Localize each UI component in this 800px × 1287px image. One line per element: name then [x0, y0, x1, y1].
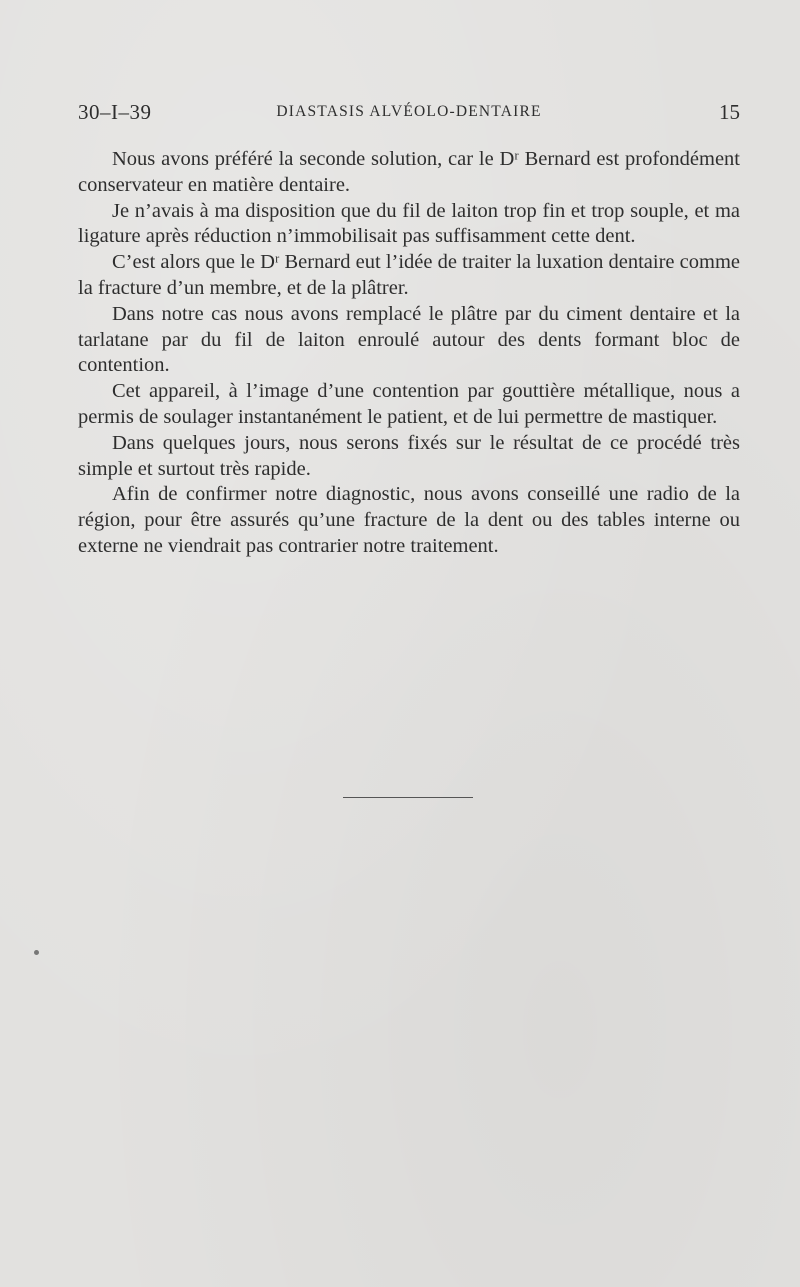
running-header	[78, 100, 740, 126]
body-text	[78, 147, 740, 560]
paragraph: Je n’avais à ma disposition que du fil de laiton trop fin et trop souple, et ma ligature après réduction n’immobilisait pas suffisamment cette dent.	[78, 199, 740, 248]
paragraph: Cet appareil, à l’image d’une contention par gouttière métallique, nous a permis de soulager instantanément le patient, et de lui permettre de mastiquer.	[78, 380, 740, 428]
paragraph: C’est alors que le Dʳ Bernard eut l’idée de traiter la luxation dentaire comme la fracture d’un membre, et de la plâtrer.	[78, 251, 740, 299]
paper-speck	[34, 950, 39, 955]
page-number: 15	[719, 100, 740, 124]
paragraph: Dans quelques jours, nous serons fixés sur le résultat de ce procédé très simple et surtout très rapide.	[78, 431, 740, 480]
header-date: 30–I–39	[78, 100, 152, 124]
end-rule	[343, 797, 473, 798]
paragraph: Afin de confirmer notre diagnostic, nous avons conseillé une radio de la région, pour être assurés qu’une fracture de la dent ou des tables interne ou externe ne viendrait pas contrarier notre traitement.	[78, 483, 740, 557]
header-title: DIASTASIS ALVÉOLO-DENTAIRE	[276, 103, 542, 120]
paragraph: Nous avons préféré la seconde solution, car le Dʳ Bernard est profondément conservateur en matière dentaire.	[78, 148, 740, 196]
paragraph: Dans notre cas nous avons remplacé le plâtre par du ciment dentaire et la tarlatane par du fil de laiton enroulé autour des dents formant bloc de contention.	[78, 302, 740, 377]
